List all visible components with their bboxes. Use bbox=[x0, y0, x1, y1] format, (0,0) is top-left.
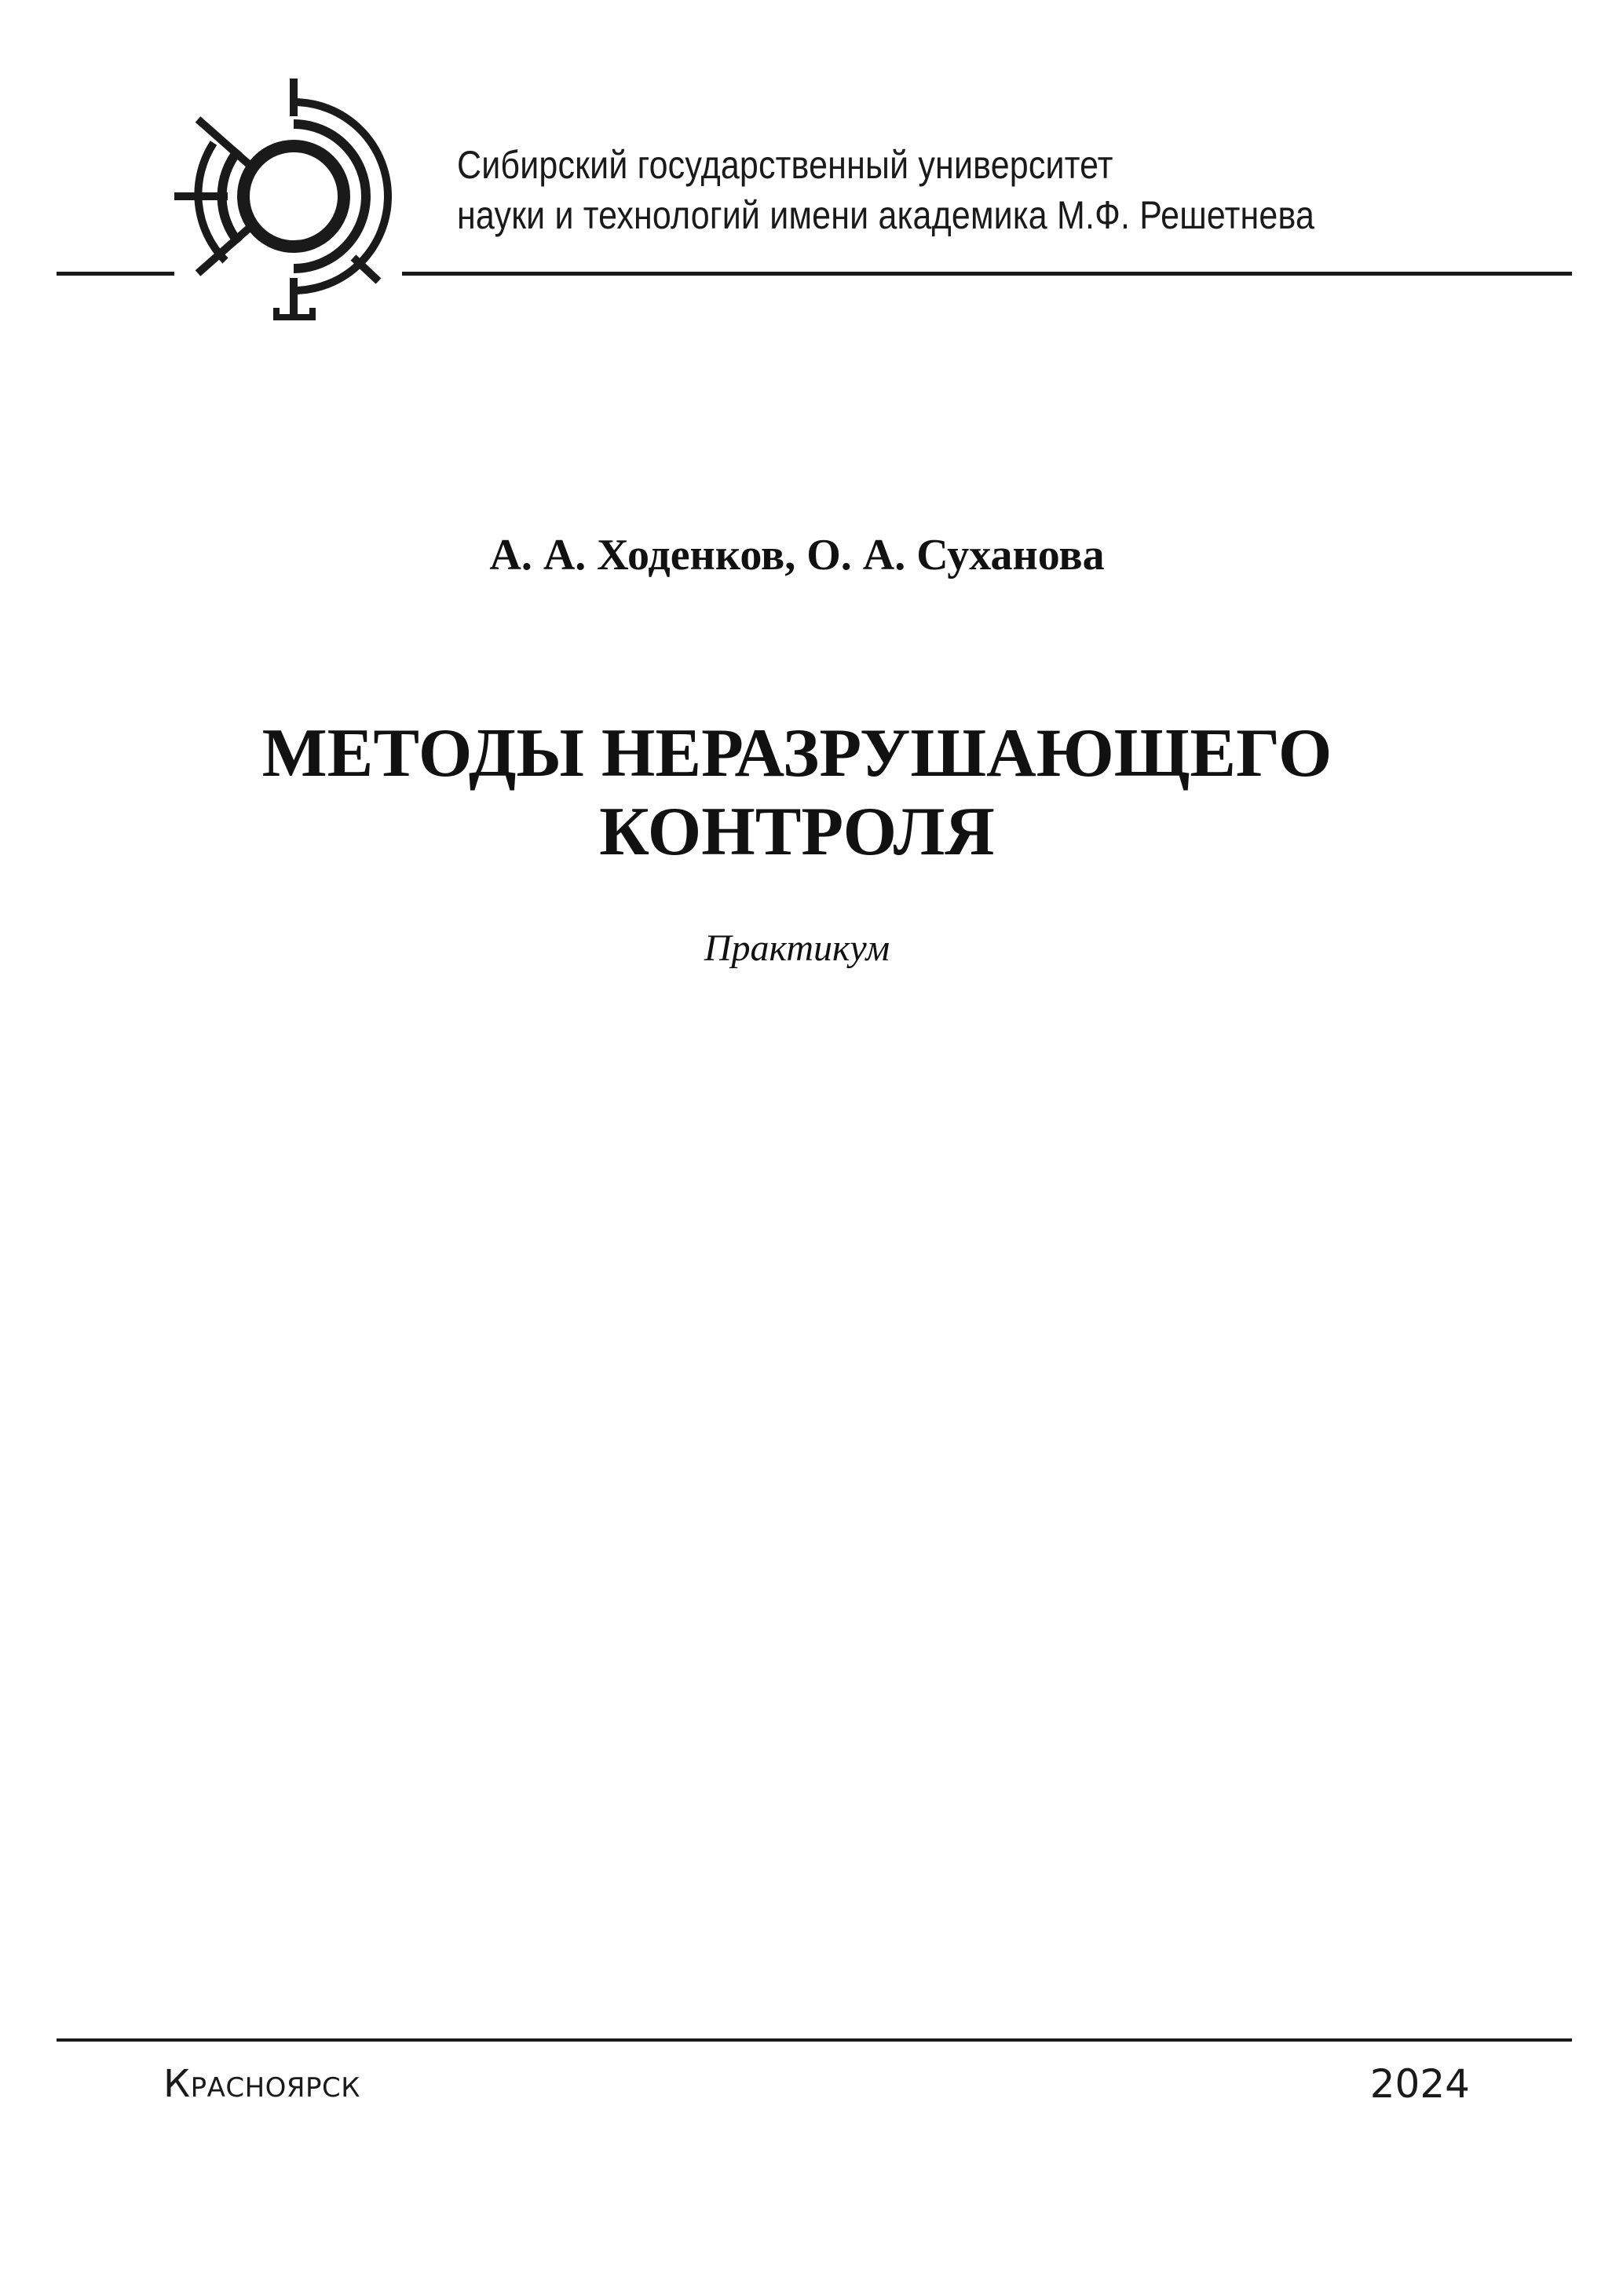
university-name bbox=[457, 140, 1416, 240]
book-title-line2: КОНТРОЛЯ bbox=[599, 794, 995, 870]
university-name-line2: науки и технологий имени академика М.Ф. Решетнева bbox=[457, 193, 1315, 237]
university-emblem-icon bbox=[166, 72, 411, 322]
header-rule-right bbox=[402, 272, 1572, 276]
book-subtitle: Практикум bbox=[704, 927, 890, 969]
university-name-line1: Сибирский государственный университет bbox=[457, 143, 1113, 187]
book-title-line1: МЕТОДЫ НЕРАЗРУШАЮЩЕГО bbox=[261, 715, 1332, 792]
authors: А. А. Ходенков, О. А. Суханова bbox=[489, 531, 1105, 579]
footer-rule bbox=[57, 2038, 1572, 2042]
header-rule-left bbox=[57, 272, 174, 276]
book-title bbox=[0, 715, 1594, 872]
publication-city: Красноярск bbox=[163, 2062, 360, 2106]
publication-year: 2024 bbox=[1369, 2061, 1470, 2107]
